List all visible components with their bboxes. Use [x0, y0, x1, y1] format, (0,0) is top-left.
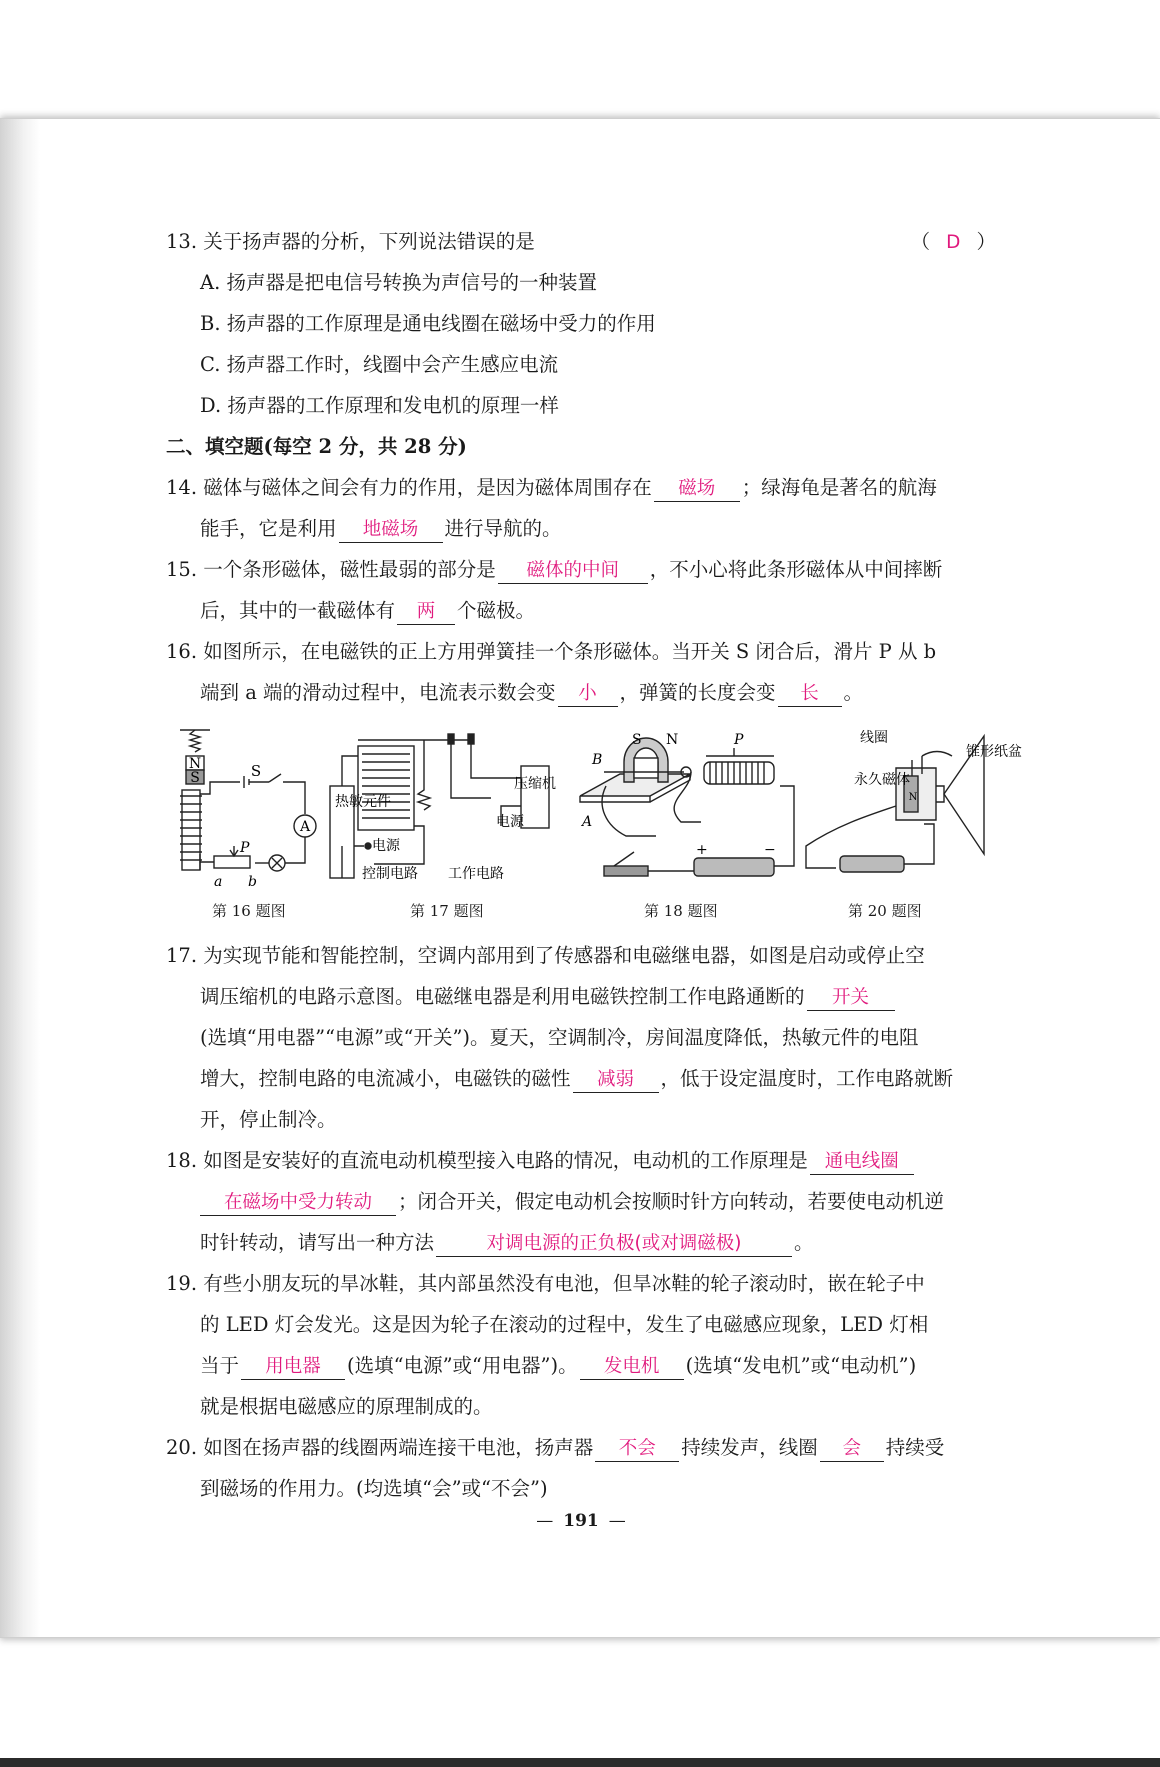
q15-line-1 [166, 557, 942, 584]
q18-text-2: ；闭合开关，假定电动机会按顺时针方向转动，若要使电动机逆 [398, 1190, 945, 1213]
q16-line-2 [200, 680, 863, 707]
figure-18-dc-motor-model [574, 726, 810, 896]
q19-line-2: 的 LED 灯会发光。这是因为轮子在滚动的过程中，发生了电磁感应现象，LED 灯相 [200, 1313, 929, 1336]
q20-text-2: 持续发声，线圈 [681, 1436, 818, 1459]
q19-answer-2: 发电机 [580, 1355, 684, 1380]
q15-text-3: 后，其中的一截磁体有 [200, 599, 396, 622]
q18-text-4: 。 [794, 1231, 814, 1254]
q17-text-1: 调压缩机的电路示意图。电磁继电器是利用电磁铁控制工作电路通断的 [200, 985, 805, 1008]
fig18-caption: 第 18 题图 [644, 902, 718, 920]
fig17-thermistor-text: 热敏元件 [335, 794, 391, 810]
fig17-label-control: 控制电路 [362, 866, 418, 882]
q16-answer-1: 小 [558, 682, 618, 707]
fig16-label-a: a [214, 874, 223, 890]
fig16-label-ammeter: A [299, 819, 311, 835]
q15-text-1: 15. 一个条形磁体，磁性最弱的部分是 [166, 558, 496, 581]
q18-answer-2: 对调电源的正负极(或对调磁极) [436, 1232, 792, 1257]
q19-answer-1: 用电器 [241, 1355, 345, 1380]
q13-option-b: B. 扬声器的工作原理是通电线圈在磁场中受力的作用 [200, 312, 656, 335]
q20-line-1 [166, 1435, 944, 1462]
fig18-label-minus: − [764, 842, 776, 858]
q19-text-1: 当于 [200, 1354, 240, 1377]
q14-text-3: 能手，它是利用 [200, 517, 337, 540]
fig17-caption: 第 17 题图 [410, 902, 484, 920]
q14-answer-1: 磁场 [654, 477, 740, 502]
fig20-label-cone: 锥形纸盆 [966, 744, 1022, 760]
fig17-label-thermistor [335, 793, 391, 810]
q16-line-1: 16. 如图所示，在电磁铁的正上方用弹簧挂一个条形磁体。当开关 S 闭合后，滑片 P 从 b [166, 640, 937, 663]
q17-line-4 [200, 1066, 953, 1093]
q13-stem: 13. 关于扬声器的分析，下列说法错误的是 [166, 230, 535, 253]
q18-line-1 [166, 1148, 916, 1175]
q17-text-3: ，低于设定温度时，工作电路就断 [660, 1067, 954, 1090]
fig20-label-magnet: 永久磁体 [854, 772, 910, 788]
q17-text-2: 增大，控制电路的电流减小，电磁铁的磁性 [200, 1067, 571, 1090]
fig20-label-coil: 线圈 [860, 730, 888, 746]
q14-text-2: ；绿海龟是著名的航海 [741, 476, 937, 499]
q19-text-2: (选填“电源”或“用电器”)。 [347, 1354, 578, 1377]
page-binding-shade [0, 119, 40, 1637]
q15-text-2: ，不小心将此条形磁体从中间摔断 [649, 558, 943, 581]
q17-line-1: 17. 为实现节能和智能控制，空调内部用到了传感器和电磁继电器，如图是启动或停止空 [166, 944, 925, 967]
q17-line-3: (选填“用电器”“电源”或“开关”)。夏天，空调制冷，房间温度降低，热敏元件的电阻 [200, 1026, 919, 1049]
fig18-label-a: A [582, 814, 593, 830]
q15-text-4: 个磁极。 [457, 599, 536, 622]
q19-line-4: 就是根据电磁感应的原理制成的。 [200, 1395, 493, 1418]
q16-text-1: 端到 a 端的滑动过程中，电流表示数会变 [200, 681, 556, 704]
fig18-label-s: S [632, 732, 642, 748]
section-2-heading: 二、填空题(每空 2 分，共 28 分) [166, 435, 467, 458]
page-number: — 191 — [536, 1511, 626, 1531]
fig16-label-b: b [248, 874, 257, 890]
q14-answer-2: 地磁场 [339, 518, 443, 543]
q13-option-c: C. 扬声器工作时，线圈中会产生感应电流 [200, 353, 559, 376]
q13-stem-line [166, 229, 996, 255]
q18-line-3 [200, 1230, 814, 1257]
fig18-label-n: N [666, 732, 679, 748]
q17-line-5: 开，停止制冷。 [200, 1108, 337, 1131]
fig18-label-b: B [592, 752, 603, 768]
fig16-label-s: S [190, 770, 200, 786]
figure-20-loudspeaker [800, 726, 1022, 896]
q16-text-2: ，弹簧的长度会变 [619, 681, 776, 704]
q19-text-3: (选填“发电机”或“电动机”) [685, 1354, 917, 1377]
fig16-label-n: N [188, 756, 202, 772]
q18-answer-1a: 通电线圈 [810, 1150, 914, 1175]
q18-text-1: 18. 如图是安装好的直流电动机模型接入电路的情况，电动机的工作原理是 [166, 1149, 808, 1172]
figure-17-relay-circuit [328, 726, 568, 896]
q17-answer-1: 开关 [807, 986, 895, 1011]
q14-line-1 [166, 475, 937, 502]
q17-line-2 [200, 984, 897, 1011]
q14-line-2 [200, 516, 562, 543]
q14-text-4: 进行导航的。 [444, 517, 562, 540]
fig20-label-mag-n: N [908, 792, 918, 803]
q15-answer-1: 磁体的中间 [498, 559, 648, 584]
q18-line-2 [200, 1189, 944, 1216]
q20-answer-1: 不会 [595, 1437, 679, 1462]
fig16-caption: 第 16 题图 [212, 902, 286, 920]
fig18-label-plus: + [696, 842, 708, 858]
page-number-value: 191 [563, 1511, 599, 1531]
q20-text-3: 持续受 [885, 1436, 945, 1459]
q13-choice-bracket: （ D ） [910, 230, 996, 253]
q16-text-3: 。 [843, 681, 864, 704]
fig17-label-compressor: 压缩机 [514, 776, 556, 792]
fig17-label-work: 工作电路 [448, 866, 504, 882]
q18-answer-1b: 在磁场中受力转动 [200, 1191, 396, 1216]
fig16-label-p: P [240, 840, 250, 856]
q19-line-1: 19. 有些小朋友玩的旱冰鞋，其内部虽然没有电池，但旱冰鞋的轮子滚动时，嵌在轮子中 [166, 1272, 925, 1295]
q15-answer-2: 两 [397, 600, 455, 625]
fig17-label-power2: 电源 [496, 814, 524, 830]
q13-option-d: D. 扬声器的工作原理和发电机的原理一样 [200, 394, 559, 417]
q13-option-a: A. 扬声器是把电信号转换为声信号的一种装置 [200, 271, 597, 294]
q13-answer: D [946, 232, 961, 253]
fig16-label-switch: S [250, 762, 262, 780]
q15-line-2 [200, 598, 535, 625]
fig17-label-power1: 电源 [372, 838, 400, 854]
fig20-caption: 第 20 题图 [848, 902, 922, 920]
q20-line-2: 到磁场的作用力。(均选填“会”或“不会”) [200, 1477, 548, 1500]
bottom-bar [0, 1758, 1160, 1767]
q14-text-1: 14. 磁体与磁体之间会有力的作用，是因为磁体周围存在 [166, 476, 652, 499]
figures-row [178, 726, 1022, 920]
fig18-label-p: P [734, 732, 744, 748]
q20-text-1: 20. 如图在扬声器的线圈两端连接干电池，扬声器 [166, 1436, 594, 1459]
q17-answer-2: 减弱 [573, 1068, 659, 1093]
q18-text-3: 时针转动，请写出一种方法 [200, 1231, 435, 1254]
q16-answer-2: 长 [778, 682, 842, 707]
q19-line-3 [200, 1353, 916, 1380]
q20-answer-2: 会 [820, 1437, 884, 1462]
figure-16-electromagnet-circuit [178, 726, 323, 896]
